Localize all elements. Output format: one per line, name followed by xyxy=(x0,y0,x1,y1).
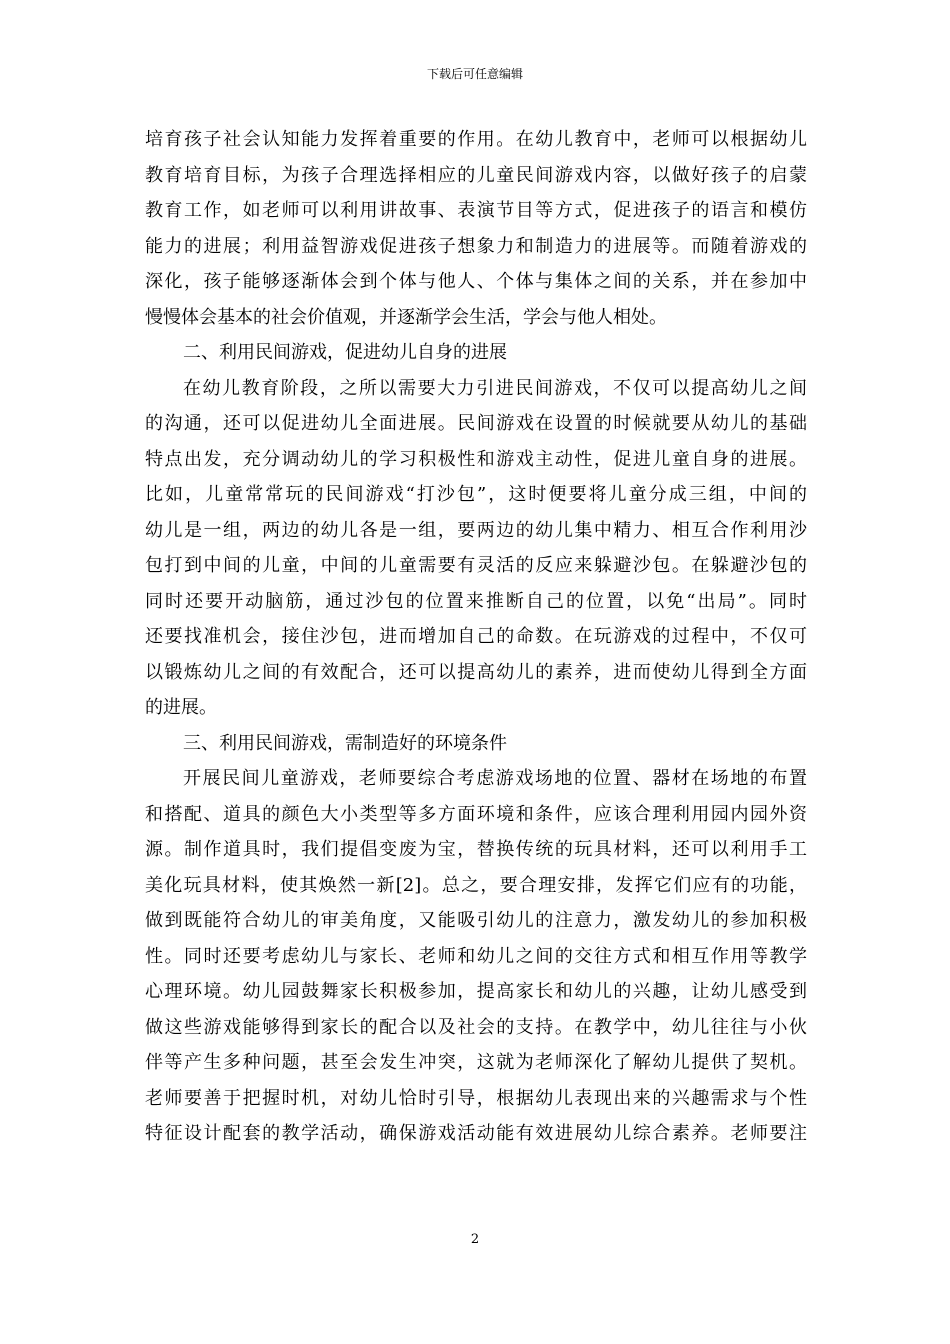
paragraph-line: 教育培育目标，为孩子合理选择相应的儿童民间游戏内容，以做好孩子的启蒙 xyxy=(145,164,807,186)
section-heading: 三、利用民间游戏，需制造好的环境条件 xyxy=(183,732,507,754)
paragraph-line: 做到既能符合幼儿的审美角度，又能吸引幼儿的注意力，激发幼儿的参加积极 xyxy=(145,910,807,931)
paragraph-line: 心理环境。幼儿园鼓舞家长积极参加，提高家长和幼儿的兴趣，让幼儿感受到 xyxy=(145,981,807,1002)
paragraph-line: 慢慢体会基本的社会价值观，并逐渐学会生活，学会与他人相处。 xyxy=(145,306,667,328)
paragraph-line: 幼儿是一组，两边的幼儿各是一组，要两边的幼儿集中精力、相互合作利用沙 xyxy=(145,519,807,541)
paragraph-line: 深化，孩子能够逐渐体会到个体与他人、个体与集体之间的关系，并在参加中 xyxy=(145,271,807,292)
page-number: 2 xyxy=(470,1232,480,1247)
paragraph-line: 同时还要开动脑筋，通过沙包的位置来推断自己的位置，以免“出局”。同时 xyxy=(145,590,807,612)
paragraph-line: 以锻炼幼儿之间的有效配合，还可以提高幼儿的素养，进而使幼儿得到全方面 xyxy=(145,661,807,683)
paragraph-line: 在幼儿教育阶段，之所以需要大力引进民间游戏，不仅可以提高幼儿之间 xyxy=(183,377,807,399)
paragraph-line: 特征设计配套的教学活动，确保游戏活动能有效进展幼儿综合素养。老师要注 xyxy=(145,1123,807,1144)
paragraph-line: 伴等产生多种问题，甚至会发生冲突，这就为老师深化了解幼儿提供了契机。 xyxy=(145,1052,807,1073)
paragraph-line: 包打到中间的儿童，中间的儿童需要有灵活的反应来躲避沙包。在躲避沙包的 xyxy=(145,555,807,576)
paragraph-line: 做这些游戏能够得到家长的配合以及社会的支持。在教学中，幼儿往往与小伙 xyxy=(145,1016,807,1038)
page-header-note: 下载后可任意编辑 xyxy=(426,67,523,81)
paragraph-line: 还要找准机会，接住沙包，进而增加自己的命数。在玩游戏的过程中，不仅可 xyxy=(145,626,807,647)
paragraph-line: 开展民间儿童游戏，老师要综合考虑游戏场地的位置、器材在场地的布置 xyxy=(183,768,807,789)
paragraph-line: 培育孩子社会认知能力发挥着重要的作用。在幼儿教育中，老师可以根据幼儿 xyxy=(145,129,807,150)
paragraph-line: 性。同时还要考虑幼儿与家长、老师和幼儿之间的交往方式和相互作用等教学 xyxy=(145,945,807,967)
paragraph-line: 源。制作道具时，我们提倡变废为宝，替换传统的玩具材料，还可以利用手工 xyxy=(145,839,807,860)
paragraph-line: 特点出发，充分调动幼儿的学习积极性和游戏主动性，促进儿童自身的进展。 xyxy=(145,448,807,470)
paragraph-line: 老师要善于把握时机，对幼儿恰时引导，根据幼儿表现出来的兴趣需求与个性 xyxy=(145,1087,807,1109)
paragraph-line: 和搭配、道具的颜色大小类型等多方面环境和条件，应该合理利用园内园外资 xyxy=(145,803,807,825)
paragraph-line: 的沟通，还可以促进幼儿全面进展。民间游戏在设置的时候就要从幼儿的基础 xyxy=(145,413,807,434)
paragraph-line: 比如，儿童常常玩的民间游戏“打沙包”，这时便要将儿童分成三组，中间的 xyxy=(145,484,807,505)
paragraph-line: 能力的进展；利用益智游戏促进孩子想象力和制造力的进展等。而随着游戏的 xyxy=(145,235,807,257)
section-heading: 二、利用民间游戏，促进幼儿自身的进展 xyxy=(183,342,507,363)
paragraph-line: 美化玩具材料，使其焕然一新[2]。总之，要合理安排，发挥它们应有的功能， xyxy=(145,874,807,896)
document-body xyxy=(145,122,807,1152)
paragraph-line: 教育工作，如老师可以利用讲故事、表演节目等方式，促进孩子的语言和模仿 xyxy=(145,200,807,221)
paragraph-line: 的进展。 xyxy=(145,697,217,718)
